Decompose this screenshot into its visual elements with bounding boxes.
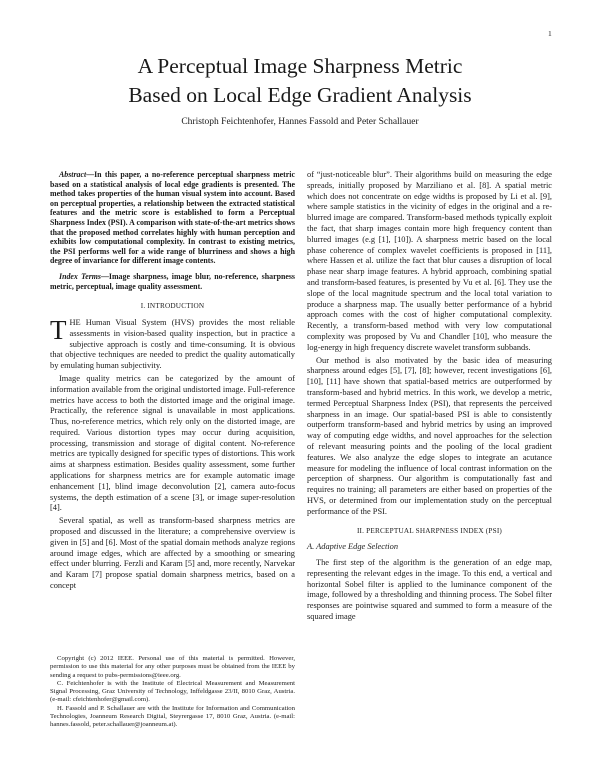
- page-number: 1: [548, 29, 552, 38]
- section-heading-introduction: I. INTRODUCTION: [140, 302, 205, 311]
- right-paragraph-2: Our method is also motivated by the basic idea of measuring sharpness around edges [5], [7], [8]; however, recent investigations [6], [10], [11] have shown that spatial-based metrics are outperformed by transform-based and hybrid metrics. In this work, we develop a metric, termed Perceptual Sharpness Index (PSI), that represents the perceived sharpness in an image. Our spatial-based PSI is able to consistently outperform transform-based and hybrid metrics by using an improved way of computing edge widths, and novel approaches for the selection of relevant measuring points and the pooling of the local gradient features. We also analyze the edge slopes to integrate an acutance measure for modeling the influence of local contrast information on the perception of sharpness. Our algorithm is computationally fast and requires no training; all parameters are either based on properties of the HVS, or determined from our implementation study on the perceptual performance of the PSI.: [307, 355, 552, 516]
- copyright-footnote: Copyright (c) 2012 IEEE. Personal use of this material is permitted. However, permission to use this material for any other purposes must be obtained from the IEEE by sending a request to pubs-permissions@ieee.org.: [50, 655, 295, 679]
- paper-title: [40, 52, 560, 110]
- index-terms-label: Index Terms: [59, 271, 102, 281]
- right-column: [307, 170, 552, 625]
- section-heading-psi: II. PERCEPTUAL SHARPNESS INDEX (PSI): [356, 526, 503, 535]
- title-line-2: Based on Local Edge Gradient Analysis: [128, 83, 472, 107]
- right-paragraph-3: The first step of the algorithm is the generation of an edge map, representing the relevant edges in the image. To this end, a vertical and horizontal Sobel filter is applied to the luminance component of the image, followed by a thresholding and thinning process. The Sobel filter responses are pointwise squared and summed to form a measure of the squared image: [307, 558, 552, 622]
- index-terms: Index Terms—Image sharpness, image blur, no-reference, sharpness metric, perceptual, image quality assessment.: [50, 271, 296, 291]
- affiliation-footnote-2: H. Fassold and P. Schallauer are with the Institute for Information and Communication Technologies, Joanneum Research Digital, Steyrergasse 17, 8010 Graz, Austria. (e-mail: hannes.fassold, peter.schallauer@joanneum.at).: [50, 704, 295, 729]
- abstract: Abstract—In this paper, a no-reference perceptual sharpness metric based on a statistical analysis of local edge gradients is presented. The method takes properties of the human visual system into account. Based on perceptual properties, a relationship between the extracted statistical features and the metric score is established to form a Perceptual Sharpness Index (PSI). A comparison with state-of-the-art metrics shows that the proposed method correlates highly with human perception and exhibits low computational complexity. In contrast to existing metrics, the PSI performs well for a wide range of blurriness and shows a high degree of invariance for different image contents.: [50, 170, 295, 266]
- subsection-heading-edge-selection: A. Adaptive Edge Selection: [307, 542, 399, 552]
- drop-cap: T: [50, 314, 67, 345]
- footnotes: [50, 655, 295, 730]
- intro-paragraph-2: Image quality metrics can be categorized by the amount of information available from the original undistorted image. Full-reference metrics have access to both the distorted image and the original image. Practically, the reference signal is unavailable in most applications. Thus, no-reference metrics, which rely only on the distorted image, are required. Various distortion types may occur during acquisition, processing, transmission and storage of digital content. No-reference metrics are typically designed for specific types of distortions. This work aims at sharpness estimation. Besides quality assessment, some further applications for sharpness metrics are for example automatic image enhancement [1], blind image deconvolution [2], camera auto-focus systems, the depth estimation of a scene [3], or image super-resolution [4].: [50, 373, 295, 513]
- intro-paragraph-1: [50, 314, 295, 372]
- title-line-1: A Perceptual Image Sharpness Metric: [137, 54, 463, 78]
- authors: Christoph Feichtenhofer, Hannes Fassold and Peter Schallauer: [181, 117, 419, 127]
- intro-paragraph-1-text: HE Human Visual System (HVS) provides the most reliable assessments in vision-based quality inspection, but in practice a subjective approach is costly and time-consuming. It is obvious that objective techniques are needed to predict the quality automatically by emulating human subjectivity.: [50, 317, 295, 371]
- left-column: [50, 170, 295, 594]
- intro-paragraph-3: Several spatial, as well as transform-based sharpness metrics are proposed and discussed in the literature; a comprehensive overview is given in [5] and [6]. Most of the spatial domain methods analyze regions around image edges, which are affected by a smoothing or smearing effect under blurring. Ferzli and Karam [5] and, more recently, Narvekar and Karam [7] propose spatial domain sharpness metrics, based on a concept: [50, 516, 295, 591]
- index-terms-text: Image sharpness, image blur, no-reference, sharpness metric, perceptual, image quality assessment.: [50, 271, 296, 291]
- abstract-text: In this paper, a no-reference perceptual sharpness metric based on a statistical analysis of local edge gradients is presented. The method takes properties of the human visual system into account. Based on perceptual properties, a relationship between the extracted statistical features and the metric score is established to form a Perceptual Sharpness Index (PSI). A comparison with state-of-the-art metrics shows that the proposed method correlates highly with human perception and exhibits low computational complexity. In contrast to existing metrics, the PSI performs well for a wide range of blurriness and shows a high degree of invariance for different image contents.: [50, 170, 295, 266]
- right-paragraph-1: of “just-noticeable blur”. Their algorithms build on measuring the edge spreads, initially proposed by Marziliano et al. [8]. A spatial metric which does not concentrate on edge widths is proposed by Li et al. [9], where sample statistics in the vicinity of edges in the original and a re-blurred image are compared. Transform-based methods typically exploit the fact, that sharp images contain more high frequency content than blurred images (e.g [1], [10]). A sharpness metric based on the local phase coherence of complex wavelet coefficients is proposed in [11], where Hassen et al. utilize the fact that blur causes a disruption of local phase near sharp image features. A hybrid approach, combining spatial and transform-based features, is presented by Vu et al. [6]. They use the slope of the local magnitude spectrum and the local total variation to produce a sharpness map. The usually better performance of a hybrid approach comes with the cost of higher computational complexity. Recently, a transform-based method with very low computational complexity was proposed by Vu and Chandler [10], who measure the log-energy in high frequency discrete wavelet transform subbands.: [307, 170, 552, 352]
- affiliation-footnote-1: C. Feichtenhofer is with the Institute of Electrical Measurement and Measurement Signal Processing, Graz University of Technology, Inffeldgasse 23/II, 8010 Graz, Austria. (e-mail: cfeichtenhofer@gmail.com).: [50, 679, 295, 704]
- abstract-label: Abstract: [59, 170, 87, 179]
